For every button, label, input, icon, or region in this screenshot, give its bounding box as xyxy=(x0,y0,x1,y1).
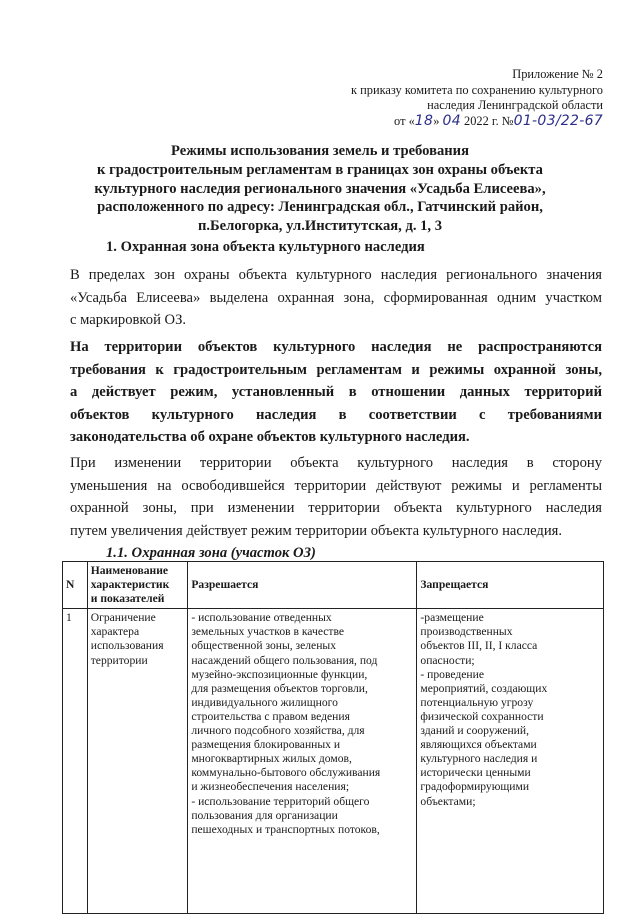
header-forbidden: Запрещается xyxy=(417,562,604,609)
appendix-committee: наследия Ленинградской области xyxy=(427,98,603,112)
header-characteristics: Наименование характеристик и показателей xyxy=(87,562,188,609)
handwritten-month: 04 xyxy=(442,112,461,129)
title-line: Режимы использования земель и требования xyxy=(171,143,469,159)
title-line: культурного наследия регионального значения «Усадьба Елисеева», xyxy=(94,180,546,197)
title-line: п.Белогорка, ул.Институтская, д. 1, 3 xyxy=(197,218,443,235)
row-number: 1 xyxy=(63,609,88,914)
appendix-number: Приложение № 2 xyxy=(512,67,603,81)
document-title xyxy=(70,142,570,236)
handwritten-day: 18 xyxy=(414,112,434,129)
appendix-header xyxy=(303,67,603,129)
table-row xyxy=(63,609,604,914)
order-date-line: от «18» 04 2022 г. №01-03/22-67 xyxy=(394,112,603,129)
paragraph-protected-zone: В пределах зон охраны объекта культурного наследия регионального значения «Усадьба Елисеева» выделена охранная зона, сформированная одним участком с маркировкой ОЗ. xyxy=(70,267,602,328)
appendix-order-ref: к приказу комитета по сохранению культурного xyxy=(351,82,603,97)
header-number: N xyxy=(63,562,88,609)
row-forbidden: -размещение производственных объектов III, II, I класса опасности; - проведение мероприятий, создающих потенциальную угрозу физической сохранности зданий и сооружений, являющихся объектами культурного наследия и исторически ценными градоформирующими объектами; xyxy=(417,609,604,914)
title-line: к градостроительным регламентам в границах зон охраны объекта xyxy=(97,161,543,178)
table-header-row xyxy=(63,562,604,609)
row-characteristic: Ограничение характера использования территории xyxy=(87,609,188,914)
handwritten-order-number: 01-03/22-67 xyxy=(513,112,603,129)
title-line: расположенного по адресу: Ленинградская обл., Гатчинский район, xyxy=(97,199,543,216)
row-allowed: - использование отведенных земельных участков в качестве общественной зоны, зеленых насаждений общего пользования, под музейно-экспозиционные функции, для размещения объектов торговли, индивидуального жилищного строительства с правом ведения личного подсобного хозяйства, для размещения блокированных и многоквартирных жилых домов, коммунально-бытового обслуживания и жизнеобеспечения населения; - использование территорий общего пользования для организации пешеходных и транспортных потоков, xyxy=(188,609,417,914)
header-allowed: Разрешается xyxy=(188,562,417,609)
section-heading: 1. Охранная зона объекта культурного наследия xyxy=(106,239,425,255)
paragraph-territory-change: При изменении территории объекта культурного наследия в сторону уменьшения на освободившейся территории действуют режимы и регламенты охранной зоны, при изменении территории объекта культурного наследия путем увеличения действует режим территории объекта культурного наследия. xyxy=(70,455,602,539)
regulations-table xyxy=(62,561,604,914)
paragraph-bold-note: На территории объектов культурного наследия не распространяются требования к градостроительным регламентам и режимы охранной зоны, а действует режим, установленный в отношении данных территорий объектов культурного наследия в соответствии с требованиями законодательства об охране объектов культурного наследия. xyxy=(70,339,602,445)
subsection-heading: 1.1. Охранная зона (участок ОЗ) xyxy=(106,545,316,561)
